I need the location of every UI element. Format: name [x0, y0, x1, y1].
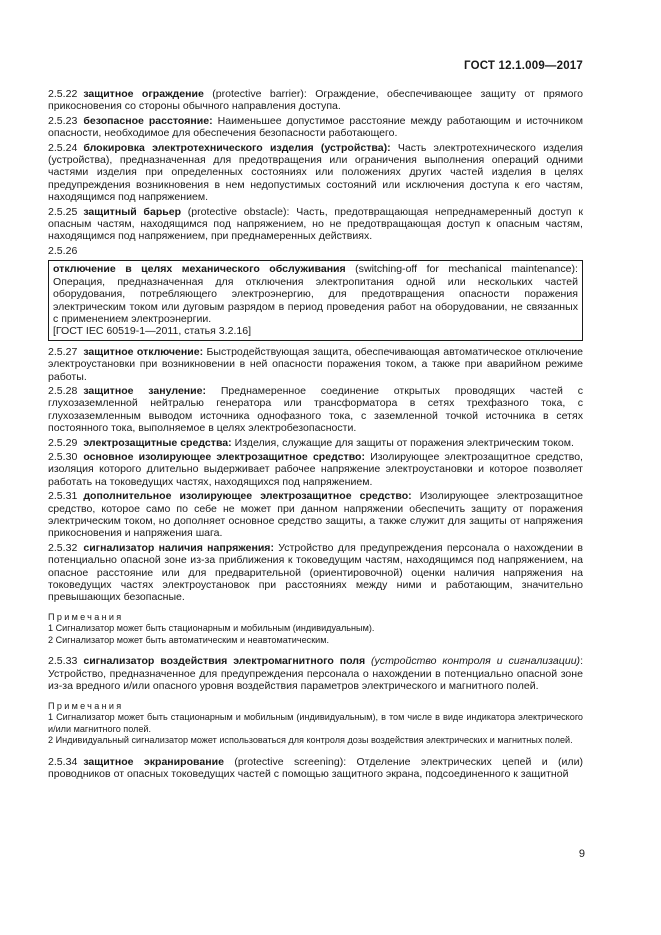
entry-2-5-28: [48, 385, 583, 435]
entry-number: 2.5.22: [48, 88, 78, 100]
notes-block: [48, 701, 583, 747]
entry-2-5-31: [48, 490, 583, 540]
note-item: 2 Сигнализатор может быть автоматическим и неавтоматическим.: [48, 634, 330, 645]
entry-number: 2.5.33: [48, 655, 78, 668]
entry-definition: (protective barrier): Ограждение, обеспечивающее защиту от прямого прикосновения со стороны обычного направления доступа.: [48, 88, 583, 113]
entry-2-5-34: [48, 756, 583, 781]
entry-number: 2.5.34: [48, 755, 78, 768]
entry-2-5-26-number: 2.5.26: [48, 244, 78, 257]
entry-number: 2.5.32: [48, 541, 78, 554]
entry-definition: (protective obstacle): Часть, предотвращающая непреднамеренный доступ к опасным частям, находящимся под напряжением, но не предотвращающая доступ к опасным частям, находящимся под напряжением, при преднамеренных действиях.: [48, 205, 583, 243]
entry-number: 2.5.23: [48, 114, 78, 127]
source-reference: [ГОСТ IEC 60519-1—2011, статья 3.2.16]: [53, 325, 252, 338]
entry-2-5-23: [48, 115, 583, 140]
entry-2-5-24: [48, 142, 583, 204]
entry-term: безопасное расстояние:: [83, 114, 213, 127]
note-item: 2 Индивидуальный сигнализатор может использоваться для контроля дозы воздействия электрических и магнитных полей.: [48, 735, 573, 746]
entry-term: защитный барьер: [83, 205, 182, 218]
entry-2-5-25: [48, 206, 583, 243]
entry-definition: Быстродействующая защита, обеспечивающая автоматическое отключение электроустановки при возникновении в ней опасности поражения током, а также при аварийном режиме работы.: [48, 345, 584, 383]
entry-definition: Часть электротехнического изделия (устройства), предназначенная для предотвращения или ограничения выполнения операций одними частями изделия при определенных состояниях или положениях других частей изделия в целях предупреждения возникновения в нем недопустимых состояний или исключения доступа к его частям, находящимся под напряжением.: [48, 141, 583, 204]
entry-term: защитное отключение:: [83, 345, 204, 358]
entry-definition: : Устройство, предназначенное для предупреждения персонала о нахождении в потенциально опасной зоне из-за вредного и/или опасного уровня воздействия параметров электрического и магнитного полей.: [48, 655, 584, 693]
entry-definition: Устройство для предупреждения персонала о нахождении в потенциально опасной зоне из-за приближения к токоведущим частям, находящимся под напряжением, на опасное расстояние или для предварительной (ориентировочной) оценки наличия напряжения на токоведущих частях электроустановок при расстояниях между ними и работающим, значительно превышающих безопасные.: [48, 541, 584, 604]
entry-alternative-term: (устройство контроля и сигнализации): [365, 655, 581, 668]
entry-2-5-29: [48, 437, 583, 449]
entry-term: защитное экранирование: [83, 755, 224, 768]
entry-definition: Изолирующее электрозащитное средство, которое само по себе не может при данном напряжении обеспечить защиту от поражения электрическим током, но дополняет основное средство защиты, а также служит для защиты от напряжения прикосновения и напряжения шага.: [48, 490, 583, 540]
page-number: 9: [578, 848, 585, 860]
entry-number: 2.5.31: [48, 490, 78, 503]
entry-definition: (switching-off for mechanical maintenance): Операция, предназначенная для отключения электропитания одной или нескольких частей оборудования, потребляющего электроэнергию, для предотвращения опасности поражения электрическим током или дуговым разрядом в период проведения работ на оборудовании, не связанных с применением электроэнергии.: [53, 263, 578, 325]
notes-title: Примечания: [48, 700, 124, 711]
entry-definition: Преднамеренное соединение открытых проводящих частей с глухозаземленной нейтралью генератора или трансформатора в сетях трехфазного тока, с глухозаземленным выводом источника однофазного тока, с заземленной точкой источника в сетях постоянного тока, выполняемое в целях электробезопасности.: [48, 384, 583, 435]
entry-definition: Наименьшее допустимое расстояние между работающим и источником опасности, необходимое для обеспечения безопасности работающего.: [48, 114, 583, 140]
entry-term: сигнализатор наличия напряжения:: [83, 541, 274, 554]
entry-definition: Изделия, служащие для защиты от поражения электрическим током.: [231, 436, 574, 449]
document-body: [48, 88, 583, 782]
standard-header: ГОСТ 12.1.009—2017: [464, 60, 583, 72]
entry-term: сигнализатор воздействия электромагнитного поля: [83, 655, 366, 668]
entry-number: 2.5.25: [48, 205, 78, 218]
entry-term: основное изолирующее электрозащитное средство:: [83, 450, 366, 463]
note-item: 1 Сигнализатор может быть стационарным и мобильным (индивидуальным).: [48, 623, 375, 634]
notes-block: [48, 612, 583, 647]
entry-term: отключение в целях механического обслуживания: [53, 263, 346, 276]
entry-term: защитное зануление:: [83, 384, 207, 397]
entry-number: 2.5.30: [48, 450, 78, 463]
entry-term: блокировка электротехнического изделия (устройства):: [83, 141, 391, 154]
entry-definition: (protective screening): Отделение электрических цепей и (или) проводников от опасных токоведущих частей с помощью защитного экрана, подсоединенного к защитной: [48, 755, 583, 780]
quoted-definition-box: [48, 260, 583, 340]
entry-2-5-22: [48, 88, 583, 113]
entry-2-5-26: [53, 263, 578, 325]
entry-number: 2.5.24: [48, 141, 78, 154]
entry-number: 2.5.27: [48, 345, 78, 358]
note-item: 1 Сигнализатор может быть стационарным и мобильным (индивидуальным), в том числе в виде индикатора электрического и/или магнитного полей.: [48, 712, 583, 734]
entry-2-5-30: [48, 451, 583, 488]
entry-number: 2.5.28: [48, 384, 78, 397]
entry-number: 2.5.29: [48, 436, 78, 449]
notes-title: Примечания: [48, 611, 124, 622]
entry-definition: Изолирующее электрозащитное средство, изоляция которого длительно выдерживает рабочее напряжение электроустановки и которое позволяет работать на токоведущих частях, находящихся под напряжением.: [48, 450, 583, 488]
entry-2-5-33: [48, 655, 583, 692]
entry-term: дополнительное изолирующее электрозащитное средство:: [83, 490, 412, 503]
entry-2-5-32: [48, 542, 583, 604]
entry-term: защитное ограждение: [83, 88, 204, 100]
entry-term: электрозащитные средства:: [83, 436, 232, 449]
entry-2-5-27: [48, 346, 583, 383]
